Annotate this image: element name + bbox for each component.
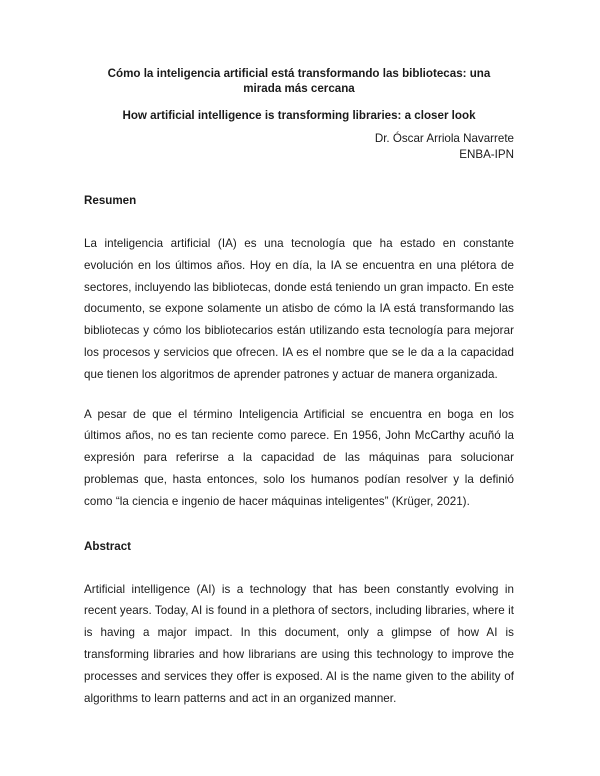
resumen-paragraph-1: La inteligencia artificial (IA) es una tecnología que ha estado en constante evolución en los últimos años. Hoy en día, la IA se encuentra en una plétora de sectores, incluyendo las bibliotecas, donde está teniendo un gran impacto. En este documento, se expone solamente un atisbo de cómo la IA está transformando las bibliotecas y cómo los bibliotecarios están utilizando esta tecnología para mejorar los procesos y servicios que ofrecen. IA es el nombre que se le da a la capacidad que tienen los algoritmos de aprender patrones y actuar de manera organizada. <box>84 237 514 381</box>
resumen-heading: Resumen <box>84 194 137 207</box>
title-spanish: Cómo la inteligencia artificial está transformando las bibliotecas: una mirada más cercana <box>107 67 491 95</box>
abstract-paragraph-1: Artificial intelligence (AI) is a technology that has been constantly evolving in recent years. Today, AI is found in a plethora of sectors, including libraries, where it is having a major impact. In this document, only a glimpse of how AI is transforming libraries and how librarians are using this technology to improve the processes and services they offer is exposed. AI is the name given to the ability of algorithms to learn patterns and act in an organized manner. <box>84 582 514 705</box>
author-affiliation: ENBA-IPN <box>459 148 514 161</box>
author-block <box>84 131 514 163</box>
abstract-heading: Abstract <box>84 539 132 553</box>
title-english: How artificial intelligence is transforming libraries: a closer look <box>122 109 476 122</box>
resumen-paragraph-2: A pesar de que el término Inteligencia Artificial se encuentra en boga en los últimos años, no es tan reciente como parece. En 1956, John McCarthy acuñó la expresión para referirse a la capacidad de las máquinas para solucionar problemas que, hasta entonces, solo los humanos podían resolver y la definió como “la ciencia e ingenio de hacer máquinas inteligentes” (Krüger, 2021). <box>84 407 514 508</box>
author-name: Dr. Óscar Arriola Navarrete <box>374 132 514 145</box>
